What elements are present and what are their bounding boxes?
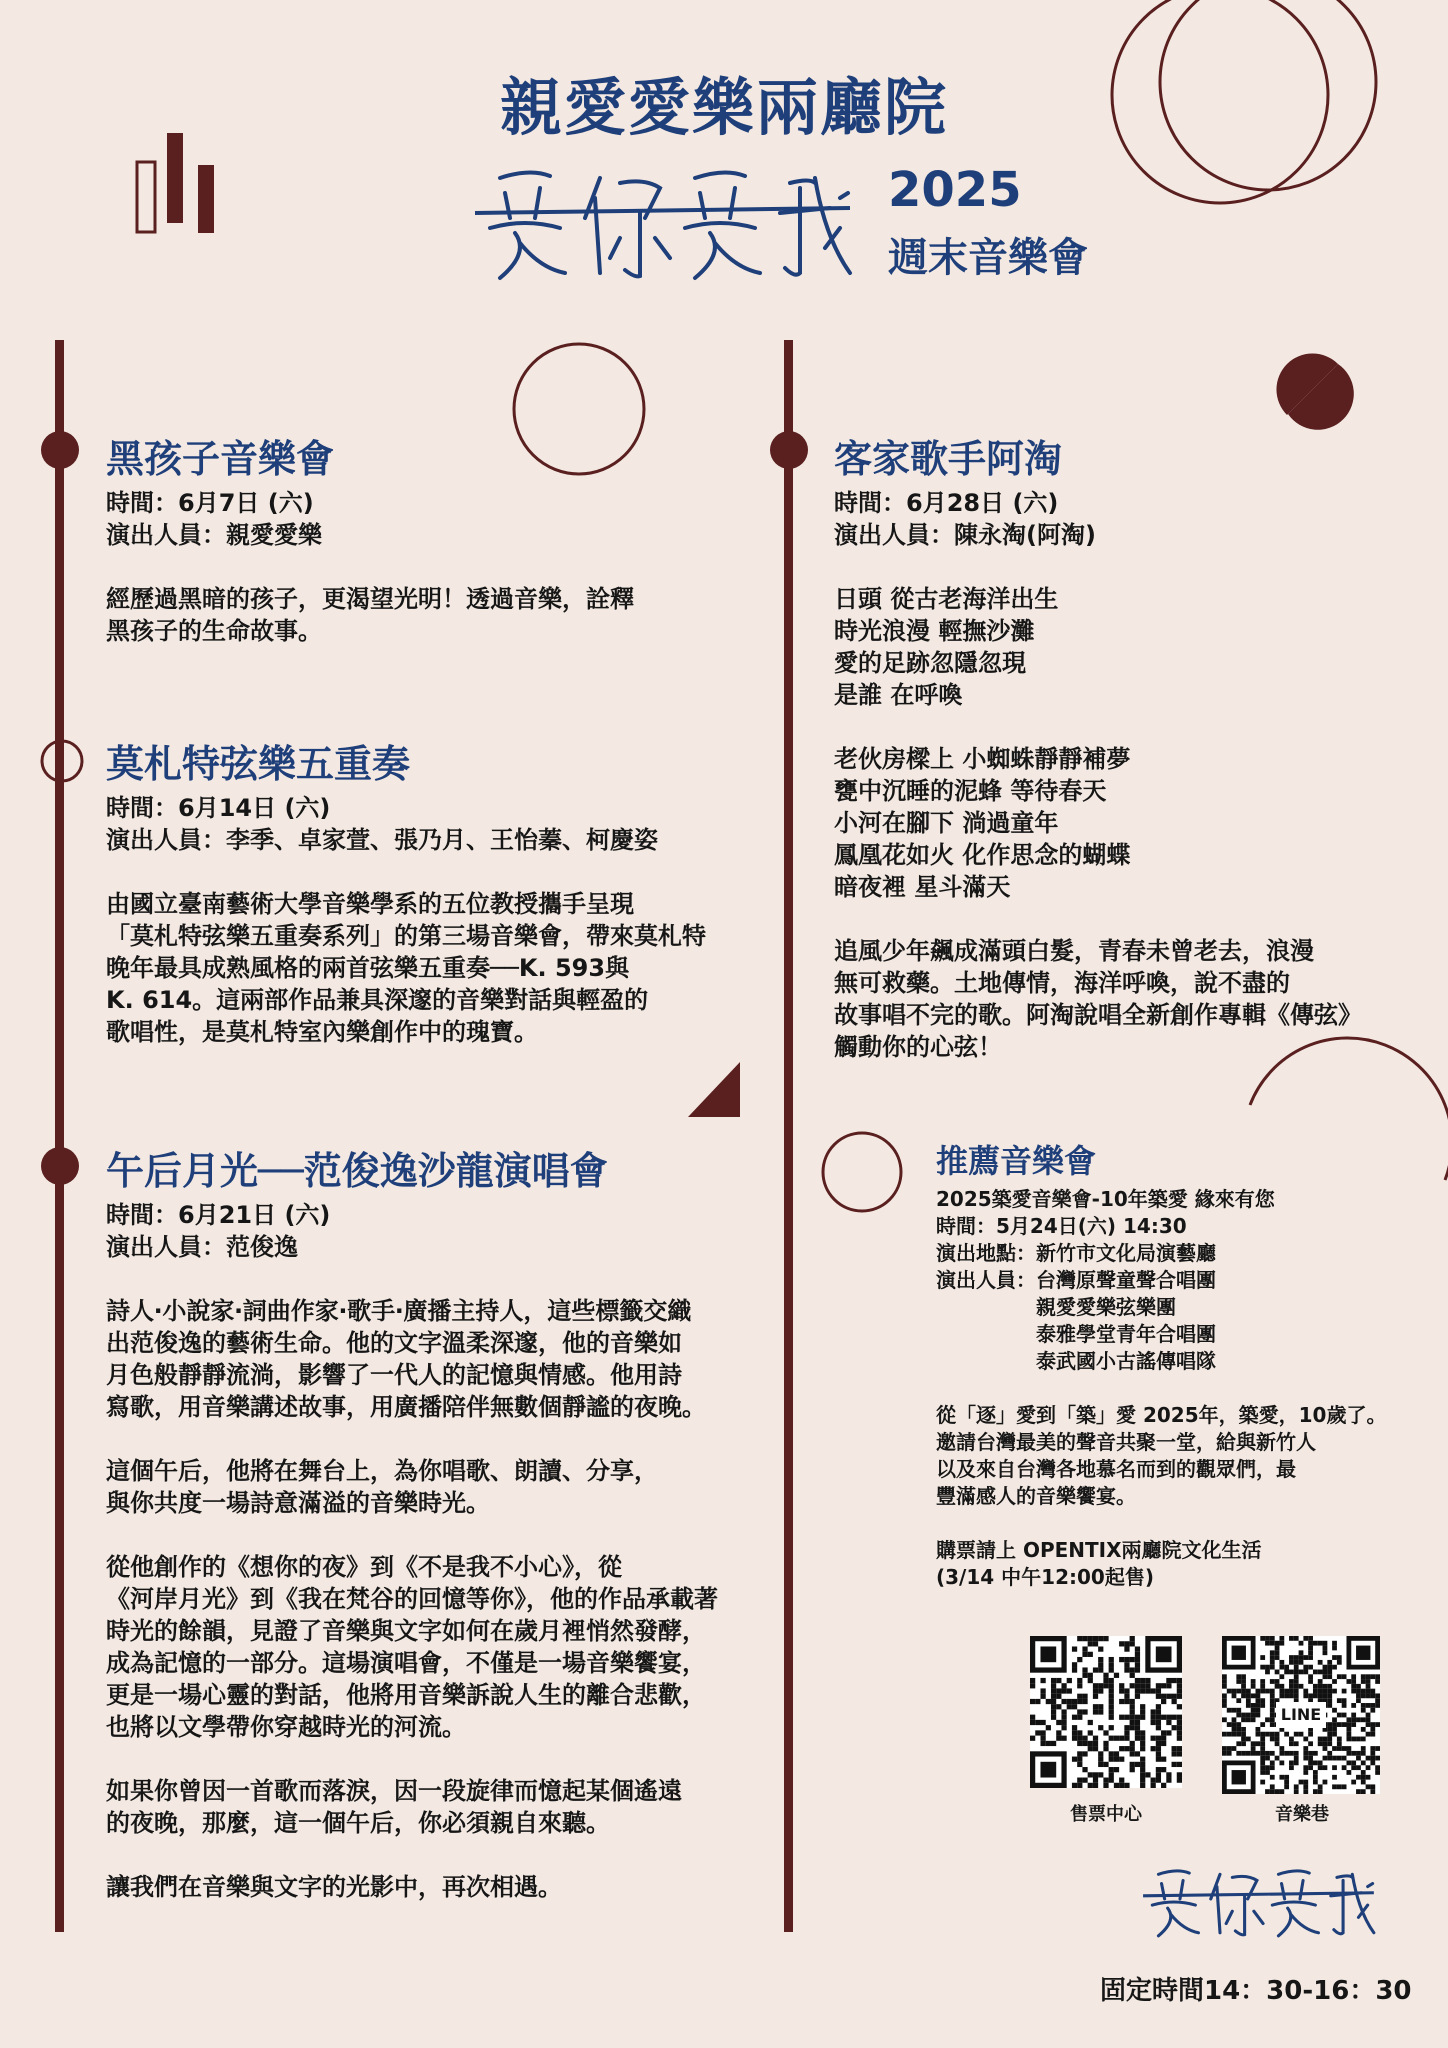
text-line: 豐滿感人的音樂饗宴。 — [936, 1484, 1136, 1508]
text-line: K. 614。這兩部作品兼具深邃的音樂對話與輕盈的 — [106, 986, 649, 1014]
concert-performers: 演出人員：陳永淘(阿淘) — [834, 521, 1096, 549]
qr-label: 音樂巷 — [1275, 1804, 1329, 1825]
text-line: 與你共度一場詩意滿溢的音樂時光。 — [106, 1489, 490, 1517]
text-line: 日頭 從古老海洋出生 — [834, 585, 1059, 613]
text-line: 從「逐」愛到「築」愛 2025年，築愛，10歲了。 — [936, 1403, 1387, 1427]
text-line: 故事唱不完的歌。阿淘說唱全新創作專輯《傳弦》 — [834, 1001, 1362, 1029]
text-line: 黑孩子的生命故事。 — [106, 617, 322, 645]
concert-performers: 演出人員：范俊逸 — [106, 1233, 298, 1261]
text-line: 邀請台灣最美的聲音共聚一堂，給與新竹人 — [936, 1430, 1316, 1454]
text-line: 也將以文學帶你穿越時光的河流。 — [106, 1713, 466, 1741]
text-line: 《河岸月光》到《我在梵谷的回憶等你》，他的作品承載著 — [106, 1585, 718, 1613]
text-line: 晚年最具成熟風格的兩首弦樂五重奏──K. 593與 — [106, 954, 630, 982]
performer: 親愛愛樂弦樂團 — [1036, 1295, 1176, 1319]
text-line: 無可救藥。土地傳情，海洋呼喚，說不盡的 — [834, 969, 1290, 997]
concert-performers: 演出人員：親愛愛樂 — [106, 521, 322, 549]
concert-section — [834, 428, 1362, 1063]
text-line: 以及來自台灣各地慕名而到的觀眾們，最 — [936, 1457, 1296, 1481]
concert-title: 客家歌手阿淘 — [834, 437, 1063, 481]
event-subtitle: 週末音樂會 — [888, 235, 1088, 281]
page-title: 親愛愛樂兩廳院 — [499, 71, 948, 144]
script-logo-footer — [1140, 1862, 1380, 1946]
qr-code-line[interactable] — [1222, 1636, 1380, 1798]
timeline-dot — [41, 431, 79, 469]
timeline-left — [55, 340, 64, 1932]
timeline-right — [784, 340, 793, 1932]
performer: 台灣原聲童聲合唱團 — [1036, 1268, 1216, 1292]
performers-label: 演出人員： — [936, 1268, 1036, 1292]
text-line: 詩人‧小說家‧詞曲作家‧歌手‧廣播主持人，這些標籤交織 — [106, 1297, 692, 1325]
text-line: 鳳凰花如火 化作思念的蝴蝶 — [834, 841, 1131, 869]
text-line: 愛的足跡忽隱忽現 — [834, 649, 1026, 677]
recommended-title: 推薦音樂會 — [936, 1142, 1097, 1180]
concert-section — [106, 1140, 718, 1903]
text-line: 「莫札特弦樂五重奏系列」的第三場音樂會，帶來莫札特 — [106, 922, 706, 950]
timeline-dot — [770, 431, 808, 469]
text-line: 暗夜裡 星斗滿天 — [834, 873, 1011, 901]
text-line: 是誰 在呼喚 — [834, 681, 963, 709]
script-logo — [470, 158, 860, 292]
event-year: 2025 — [888, 162, 1022, 218]
text-line: 時光的餘韻，見證了音樂與文字如何在歲月裡悄然發酵， — [106, 1617, 706, 1645]
text-line: 由國立臺南藝術大學音樂學系的五位教授攜手呈現 — [106, 890, 634, 918]
text-line: 出范俊逸的藝術生命。他的文字溫柔深邃，他的音樂如 — [106, 1329, 682, 1357]
text-line: 的夜晚，那麼，這一個午后，你必須親自來聽。 — [106, 1809, 610, 1837]
concert-section — [106, 733, 706, 1048]
text-line: 寫歌，用音樂講述故事，用廣播陪伴無數個靜謐的夜晚。 — [106, 1393, 706, 1421]
recommended-event: 2025築愛音樂會-10年築愛 緣來有您 — [936, 1187, 1275, 1211]
concert-title: 黑孩子音樂會 — [106, 437, 335, 481]
concert-time: 時間：6月28日 (六) — [834, 489, 1059, 517]
ticket-info: 購票請上 OPENTIX兩廳院文化生活 — [936, 1538, 1262, 1562]
ticket-sale-time: (3/14 中午12:00起售) — [936, 1565, 1154, 1589]
concert-section — [106, 428, 634, 647]
recommended-section — [936, 1136, 1386, 1591]
text-line: 更是一場心靈的對話，他將用音樂訴說人生的離合悲歡， — [106, 1681, 706, 1709]
line-logo-text: LINE — [1276, 1702, 1326, 1728]
text-line: 觸動你的心弦！ — [834, 1033, 1002, 1061]
text-line: 時光浪漫 輕撫沙灘 — [834, 617, 1035, 645]
text-line: 成為記憶的一部分。這場演唱會，不僅是一場音樂饗宴， — [106, 1649, 706, 1677]
concert-time: 時間：6月7日 (六) — [106, 489, 314, 517]
concert-title: 莫札特弦樂五重奏 — [106, 742, 411, 786]
text-line: 讓我們在音樂與文字的光影中，再次相遇。 — [106, 1873, 562, 1901]
performer: 泰武國小古謠傳唱隊 — [1036, 1349, 1216, 1373]
recommended-venue: 演出地點：新竹市文化局演藝廳 — [936, 1241, 1216, 1265]
recommended-time: 時間：5月24日(六) 14:30 — [936, 1214, 1187, 1238]
text-line: 這個午后，他將在舞台上，為你唱歌、朗讀、分享， — [106, 1457, 658, 1485]
timeline-dot — [41, 1147, 79, 1185]
concert-performers: 演出人員：李季、卓家萱、張乃月、王怡蓁、柯慶姿 — [106, 826, 658, 854]
qr-label: 售票中心 — [1070, 1804, 1142, 1825]
text-line: 甕中沉睡的泥蜂 等待春天 — [834, 777, 1107, 805]
performer: 泰雅學堂青年合唱團 — [1036, 1322, 1216, 1346]
text-line: 如果你曾因一首歌而落淚，因一段旋律而憶起某個遙遠 — [106, 1777, 682, 1805]
qr-code-ticket[interactable] — [1030, 1636, 1182, 1792]
text-line: 月色般靜靜流淌，影響了一代人的記憶與情感。他用詩 — [106, 1361, 682, 1389]
text-line: 從他創作的《想你的夜》到《不是我不小心》，從 — [106, 1553, 622, 1581]
concert-time: 時間：6月14日 (六) — [106, 794, 331, 822]
text-line: 小河在腳下 淌過童年 — [834, 809, 1059, 837]
text-line: 老伙房樑上 小蜘蛛靜靜補夢 — [834, 745, 1131, 773]
text-line: 經歷過黑暗的孩子，更渴望光明！透過音樂，詮釋 — [106, 585, 634, 613]
fixed-time: 固定時間14：30-16：30 — [1100, 1976, 1412, 2006]
concert-title: 午后月光──范俊逸沙龍演唱會 — [106, 1149, 608, 1193]
concert-time: 時間：6月21日 (六) — [106, 1201, 331, 1229]
text-line: 歌唱性，是莫札特室內樂創作中的瑰寶。 — [106, 1018, 538, 1046]
text-line: 追風少年飆成滿頭白髮，青春未曾老去，浪漫 — [834, 937, 1314, 965]
